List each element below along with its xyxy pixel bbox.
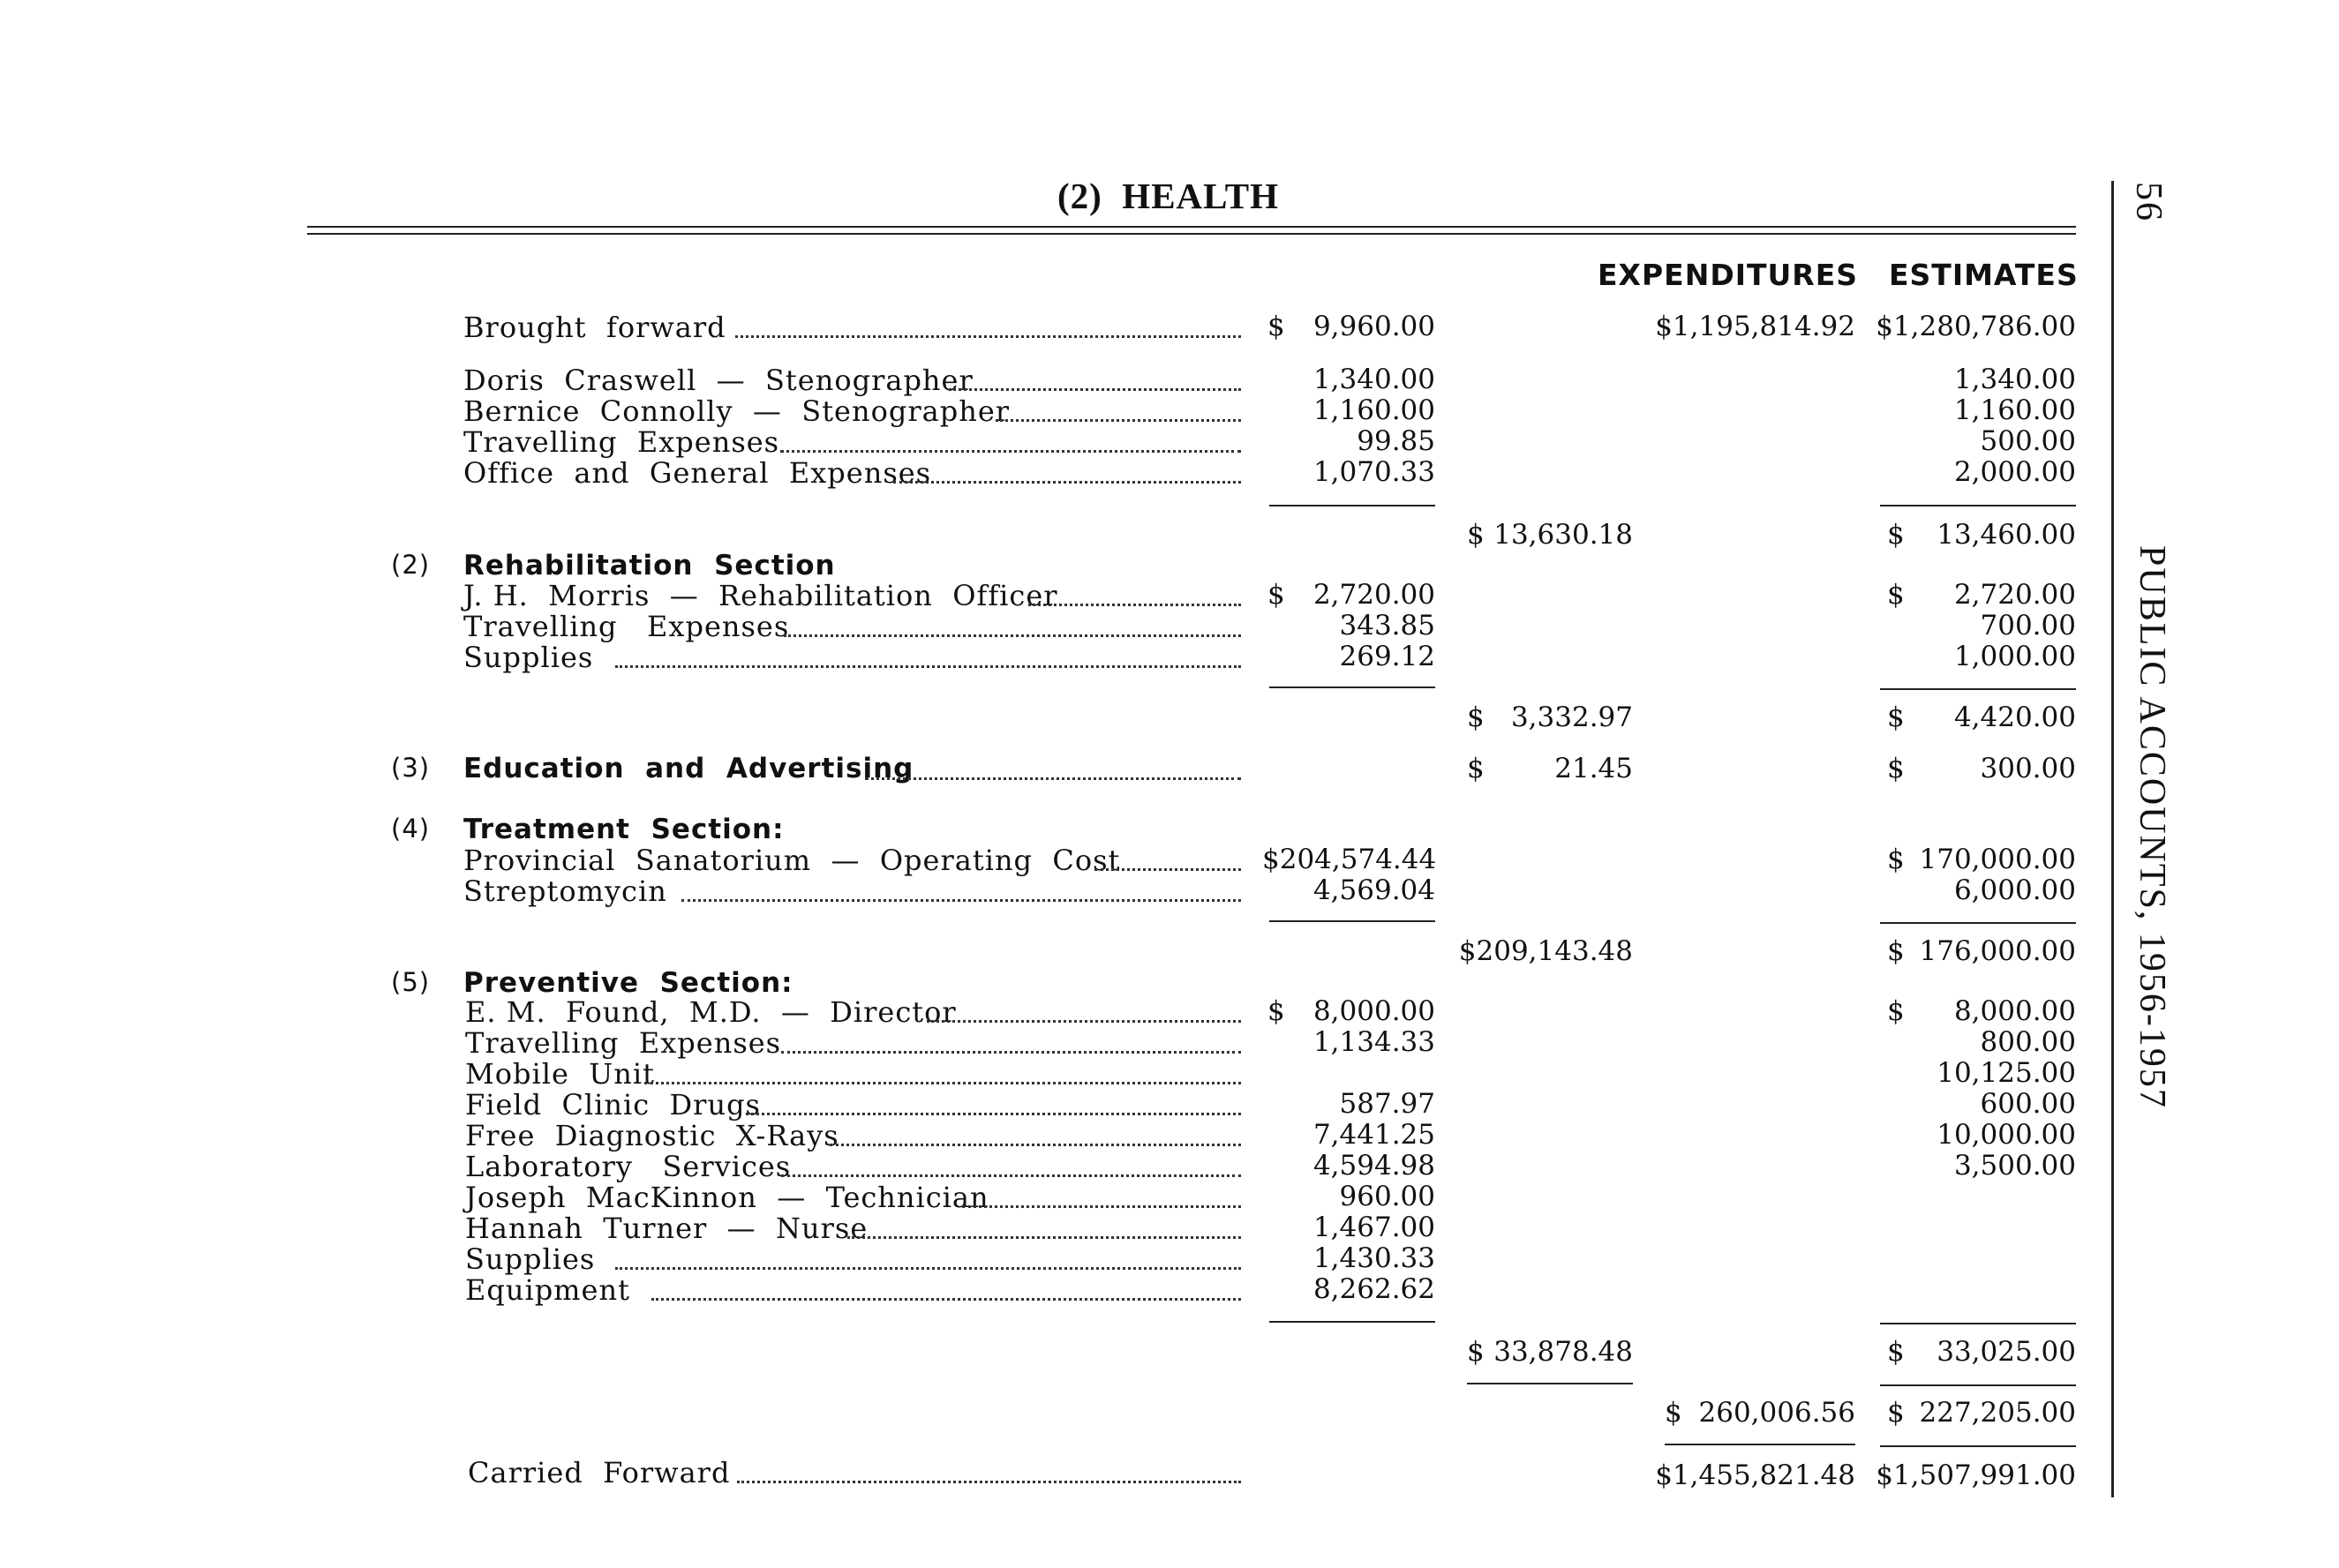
estimate-amount: 1,000.00 (1953, 641, 2076, 672)
section-heading: Rehabilitation Section (463, 550, 836, 581)
row-label: Brought forward (463, 311, 726, 344)
dollar-sign: $ (1887, 935, 1905, 967)
total-rule (1665, 1444, 1855, 1445)
detail-amount: 1,160.00 (1312, 394, 1435, 426)
detail-amount: 1,467.00 (1312, 1212, 1435, 1243)
subtotal-rule (1467, 1383, 1633, 1384)
dollar-sign: $ (1467, 701, 1485, 733)
detail-amount: 4,594.98 (1312, 1150, 1435, 1182)
row-label: Field Clinic Drugs (465, 1088, 761, 1122)
row-label: Carried Forward (468, 1456, 731, 1489)
dollar-sign: $ (1887, 753, 1905, 784)
dollar-sign: $ (1887, 519, 1905, 551)
detail-amount: 8,000.00 (1312, 995, 1435, 1027)
total-rule (1880, 1445, 2076, 1447)
estimate-amount: 1,340.00 (1953, 364, 2076, 395)
dot-leader (865, 777, 1241, 780)
row-label: Free Diagnostic X-Rays (465, 1119, 839, 1152)
subtotal-rule (1880, 505, 2076, 506)
col-header-estimates: ESTIMATES (1889, 258, 2079, 292)
estimate-amount: 600.00 (1980, 1088, 2076, 1120)
dot-leader (746, 1113, 1241, 1115)
section-number: (4) (391, 814, 431, 844)
dot-leader (681, 899, 1241, 902)
detail-amount: 1,430.33 (1312, 1242, 1435, 1274)
section-subtotal: 13,630.18 (1493, 519, 1633, 551)
estimate-amount: 4,420.00 (1953, 701, 2076, 733)
dot-leader (949, 388, 1241, 391)
section-heading: Treatment Section: (463, 814, 785, 845)
header-rule-top (307, 226, 2076, 228)
dot-leader (615, 665, 1241, 668)
detail-amount: 343.85 (1339, 610, 1435, 641)
section-number: (3) (391, 753, 431, 783)
expenditure-total: 260,006.56 (1698, 1397, 1855, 1429)
dollar-sign: $ (1887, 995, 1905, 1027)
estimate-amount: $1,507,991.00 (1876, 1459, 2076, 1491)
subtotal-rule (1269, 505, 1435, 506)
dollar-sign: $ (1267, 311, 1285, 342)
estimate-amount: 33,025.00 (1937, 1336, 2076, 1368)
dot-leader (847, 1236, 1241, 1239)
detail-amount: 9,960.00 (1312, 311, 1435, 342)
dot-leader (893, 481, 1241, 484)
row-label: J. H. Morris — Rehabilitation Officer (463, 579, 1058, 612)
subtotal-rule (1269, 920, 1435, 922)
row-label: E. M. Found, M.D. — Director (465, 995, 957, 1029)
subtotal-rule (1269, 1321, 1435, 1323)
detail-amount: 1,340.00 (1312, 364, 1435, 395)
section-subtotal: $209,143.48 (1458, 935, 1633, 967)
estimate-amount: 6,000.00 (1953, 874, 2076, 906)
dot-leader (830, 1144, 1241, 1146)
detail-amount: 1,134.33 (1312, 1026, 1435, 1058)
dot-leader (651, 1298, 1241, 1301)
dollar-sign: $ (1665, 1397, 1682, 1429)
row-label: Equipment (465, 1273, 630, 1307)
row-label: Mobile Unit (465, 1057, 655, 1091)
estimate-amount: 2,720.00 (1953, 579, 2076, 611)
estimate-amount: 10,125.00 (1937, 1057, 2076, 1089)
side-title: PUBLIC ACCOUNTS, 1956-1957 (2132, 545, 2172, 1109)
section-subtotal: 21.45 (1554, 753, 1633, 784)
dot-leader (784, 634, 1241, 637)
section-subtotal: 33,878.48 (1493, 1336, 1633, 1368)
subtotal-rule (1880, 1384, 2076, 1386)
row-label: Supplies (463, 641, 594, 674)
dot-leader (781, 1051, 1241, 1054)
detail-amount: 7,441.25 (1312, 1119, 1435, 1151)
detail-amount: 269.12 (1339, 641, 1435, 672)
dollar-sign: $ (1887, 701, 1905, 733)
estimate-amount: 13,460.00 (1937, 519, 2076, 551)
dollar-sign: $ (1267, 995, 1285, 1027)
section-number: (2) (391, 550, 431, 580)
detail-amount: $204,574.44 (1262, 844, 1437, 875)
subtotal-rule (1269, 686, 1435, 688)
detail-amount: 4,569.04 (1312, 874, 1435, 906)
estimate-amount: 8,000.00 (1953, 995, 2076, 1027)
estimate-amount: 800.00 (1980, 1026, 2076, 1058)
row-label: Streptomycin (463, 874, 667, 908)
row-label: Provincial Sanatorium — Operating Cost (463, 844, 1121, 877)
estimate-amount: 170,000.00 (1919, 844, 2076, 875)
dot-leader (615, 1267, 1241, 1270)
row-label: Doris Craswell — Stenographer (463, 364, 974, 397)
section-number: (5) (391, 967, 431, 997)
dollar-sign: $ (1887, 844, 1905, 875)
dot-leader (1028, 604, 1241, 606)
row-label: Office and General Expenses (463, 456, 932, 490)
expenditure-total: $1,195,814.92 (1655, 311, 1855, 342)
estimate-amount: 700.00 (1980, 610, 2076, 641)
estimate-amount: 300.00 (1980, 753, 2076, 784)
detail-amount: 8,262.62 (1312, 1273, 1435, 1305)
row-label: Laboratory Services (465, 1150, 792, 1183)
dot-leader (737, 1481, 1241, 1483)
header-rule-bottom (307, 233, 2076, 235)
estimate-amount: 500.00 (1980, 425, 2076, 457)
row-label: Hannah Turner — Nurse (465, 1212, 869, 1245)
detail-amount: 99.85 (1357, 425, 1435, 457)
section-heading: Education and Advertising (463, 753, 914, 784)
detail-amount: 960.00 (1339, 1181, 1435, 1212)
dollar-sign: $ (1267, 579, 1285, 611)
dot-leader (781, 1174, 1241, 1177)
section-heading: Preventive Section: (463, 967, 793, 999)
dollar-sign: $ (1887, 1397, 1905, 1429)
dot-leader (1094, 868, 1241, 871)
row-label: Travelling Expenses (463, 425, 780, 459)
detail-amount: 1,070.33 (1312, 456, 1435, 488)
section-subtotal: 3,332.97 (1510, 701, 1633, 733)
dollar-sign: $ (1887, 579, 1905, 611)
dollar-sign: $ (1467, 519, 1485, 551)
subtotal-rule (1880, 1323, 2076, 1324)
dollar-sign: $ (1887, 1336, 1905, 1368)
row-label: Bernice Connolly — Stenographer (463, 394, 1011, 428)
estimate-amount: $1,280,786.00 (1876, 311, 2076, 342)
right-margin-rule (2111, 181, 2114, 1497)
estimate-amount: 10,000.00 (1937, 1119, 2076, 1151)
row-label: Travelling Expenses (463, 610, 790, 643)
detail-amount: 2,720.00 (1312, 579, 1435, 611)
dot-leader (962, 1205, 1241, 1208)
detail-amount: 587.97 (1339, 1088, 1435, 1120)
expenditure-total: $1,455,821.48 (1655, 1459, 1855, 1491)
row-label: Travelling Expenses (465, 1026, 782, 1060)
dot-leader (644, 1082, 1241, 1084)
page-title: (2) HEALTH (1057, 176, 1279, 216)
estimate-amount: 2,000.00 (1953, 456, 2076, 488)
dot-leader (780, 450, 1241, 453)
col-header-expenditures: EXPENDITURES (1598, 258, 1859, 292)
dollar-sign: $ (1467, 753, 1485, 784)
estimate-amount: 3,500.00 (1953, 1150, 2076, 1182)
row-label: Joseph MacKinnon — Technician (465, 1181, 989, 1214)
dollar-sign: $ (1467, 1336, 1485, 1368)
dot-leader (927, 1020, 1241, 1023)
estimate-amount: 176,000.00 (1919, 935, 2076, 967)
row-label: Supplies (465, 1242, 596, 1276)
subtotal-rule (1880, 922, 2076, 924)
estimate-amount: 1,160.00 (1953, 394, 2076, 426)
page-number: 56 (2128, 182, 2169, 222)
estimate-amount: 227,205.00 (1919, 1397, 2076, 1429)
subtotal-rule (1880, 688, 2076, 690)
dot-leader (735, 335, 1241, 338)
dot-leader (996, 419, 1241, 422)
